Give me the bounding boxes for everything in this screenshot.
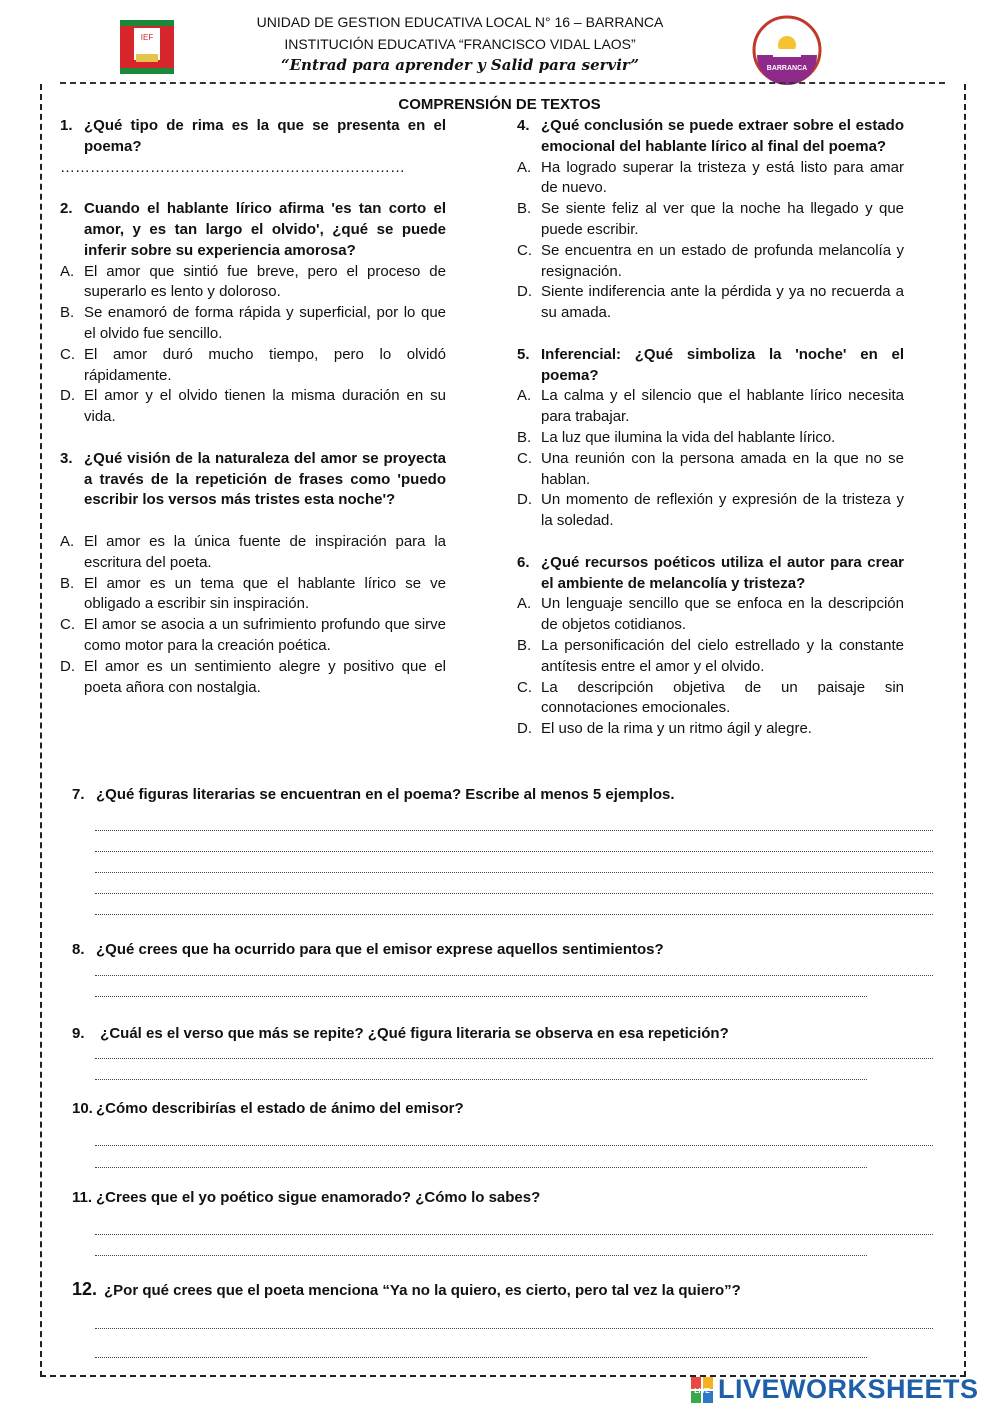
question-3: 3. ¿Qué visión de la naturaleza del amor se proyecta a través de la repetición de frases como 'puedo escribir los versos más tristes esta noche'? (60, 449, 446, 509)
header-line-ugel: UNIDAD DE GESTION EDUCATIVA LOCAL N° 16 – BARRANCA (256, 14, 664, 30)
option-2c[interactable]: C. El amor duró mucho tiempo, pero lo olvidó rápidamente. (60, 345, 446, 384)
question-11: 11. ¿Crees que el yo poético sigue enamorado? ¿Cómo lo sabes? (72, 1189, 541, 1206)
option-5c[interactable]: C. Una reunión con la persona amada en la que no se hablan. (517, 449, 904, 488)
question-9: 9. ¿Cuál es el verso que más se repite? ¿Qué figura literaria se observa en esa repetición? (72, 1025, 729, 1042)
answer-line[interactable] (95, 1234, 933, 1235)
answer-line[interactable] (95, 996, 867, 997)
question-6: 6. ¿Qué recursos poéticos utiliza el autor para crear el ambiente de melancolía y tristeza? (517, 553, 904, 592)
option-4a[interactable]: A. Ha logrado superar la tristeza y está listo para amar de nuevo. (517, 158, 904, 197)
header-line-institution: INSTITUCIÓN EDUCATIVA “FRANCISCO VIDAL LAOS” (284, 36, 636, 52)
option-6a[interactable]: A. Un lenguaje sencillo que se enfoca en la descripción de objetos cotidianos. (517, 595, 904, 634)
answer-line[interactable] (95, 1357, 867, 1358)
option-4d[interactable]: D. Siente indiferencia ante la pérdida y ya no recuerda a su amada. (517, 283, 904, 322)
option-2a[interactable]: A. El amor que sintió fue breve, pero el proceso de superarlo es lento y doloroso. (60, 262, 446, 301)
school-shield-logo (118, 18, 176, 76)
answer-line[interactable] (95, 1079, 867, 1080)
page-title: COMPRENSIÓN DE TEXTOS (398, 96, 601, 113)
answer-line[interactable] (95, 1167, 867, 1168)
question-2: 2. Cuando el hablante lírico afirma 'es tan corto el amor, y es tan largo el olvido', ¿qué se puede inferir sobre su experiencia amorosa? (60, 200, 446, 259)
liveworksheets-brand[interactable]: LIVEWORKSHEETS (718, 1374, 979, 1404)
option-3d[interactable]: D. El amor es un sentimiento alegre y positivo que el poeta añora con nostalgia. (60, 657, 446, 696)
option-2b[interactable]: B. Se enamoró de forma rápida y superficial, por lo que el olvido fue sencillo. (60, 304, 446, 342)
answer-line[interactable] (95, 975, 933, 976)
option-5d[interactable]: D. Un momento de reflexión y expresión de la tristeza y la soledad. (517, 491, 904, 530)
option-4b[interactable]: B. Se siente feliz al ver que la noche ha llegado y que puede escribir. (517, 200, 904, 238)
question-7: 7. ¿Qué figuras literarias se encuentran en el poema? Escribe al menos 5 ejemplos. (72, 786, 675, 803)
answer-line[interactable] (95, 1145, 933, 1146)
question-5: 5. Inferencial: ¿Qué simboliza la 'noche' en el poema? (517, 345, 904, 384)
option-6d[interactable]: D. El uso de la rima y un ritmo ágil y alegre. (517, 720, 812, 738)
ugel-round-logo (745, 15, 829, 85)
question-12: 12. ¿Por qué crees que el poeta menciona “Ya no la quiero, es cierto, pero tal vez la quiero”? (72, 1279, 741, 1299)
answer-line[interactable] (95, 830, 933, 831)
option-6c[interactable]: C. La descripción objetiva de un paisaje sin connotaciones emocionales. (517, 678, 904, 717)
option-3c[interactable]: C. El amor se asocia a un sufrimiento profundo que sirve como motor para la creación poética. (60, 616, 446, 654)
answer-line[interactable] (95, 1328, 933, 1329)
left-logo-text: IEF (140, 33, 154, 42)
answer-line[interactable] (95, 872, 933, 873)
question-10: 10. ¿Cómo describirías el estado de ánimo del emisor? (72, 1100, 464, 1117)
liveworksheets-icon (691, 1377, 713, 1403)
option-3a[interactable]: A. El amor es la única fuente de inspiración para la escritura del poeta. (60, 532, 446, 571)
answer-line[interactable] (95, 851, 933, 852)
answer-line[interactable] (95, 914, 933, 915)
option-4c[interactable]: C. Se encuentra en un estado de profunda melancolía y resignación. (517, 241, 904, 280)
option-5b[interactable]: B. La luz que ilumina la vida del hablante lírico. (517, 428, 836, 446)
answer-line[interactable] (95, 1058, 933, 1059)
option-6b[interactable]: B. La personificación del cielo estrellado y la constante antítesis entre el amor y el olvido. (517, 636, 904, 675)
option-5a[interactable]: A. La calma y el silencio que el hablante lírico necesita para trabajar. (517, 387, 904, 426)
right-column (517, 116, 904, 740)
right-logo-text: BARRANCA (766, 65, 808, 72)
question-1: 1. ¿Qué tipo de rima es la que se presenta en el poema? (60, 117, 446, 155)
answer-line[interactable] (95, 893, 933, 894)
header-motto: “Entrad para aprender y Salid para servir” (280, 56, 640, 74)
option-2d[interactable]: D. El amor y el olvido tienen la misma duración en su vida. (60, 387, 446, 426)
question-4: 4. ¿Qué conclusión se puede extraer sobre el estado emocional del hablante lírico al final del poema? (517, 117, 904, 155)
icon-letters: LIVE (694, 1388, 710, 1395)
answer-line-1[interactable]: …………………………………………………………… (60, 158, 405, 176)
answer-line[interactable] (95, 1255, 867, 1256)
question-8: 8. ¿Qué crees que ha ocurrido para que el emisor exprese aquellos sentimientos? (72, 941, 664, 958)
option-3b[interactable]: B. El amor es un tema que el hablante lírico se ve obligado a escribir sin inspiración. (60, 574, 446, 613)
left-column (60, 116, 446, 698)
